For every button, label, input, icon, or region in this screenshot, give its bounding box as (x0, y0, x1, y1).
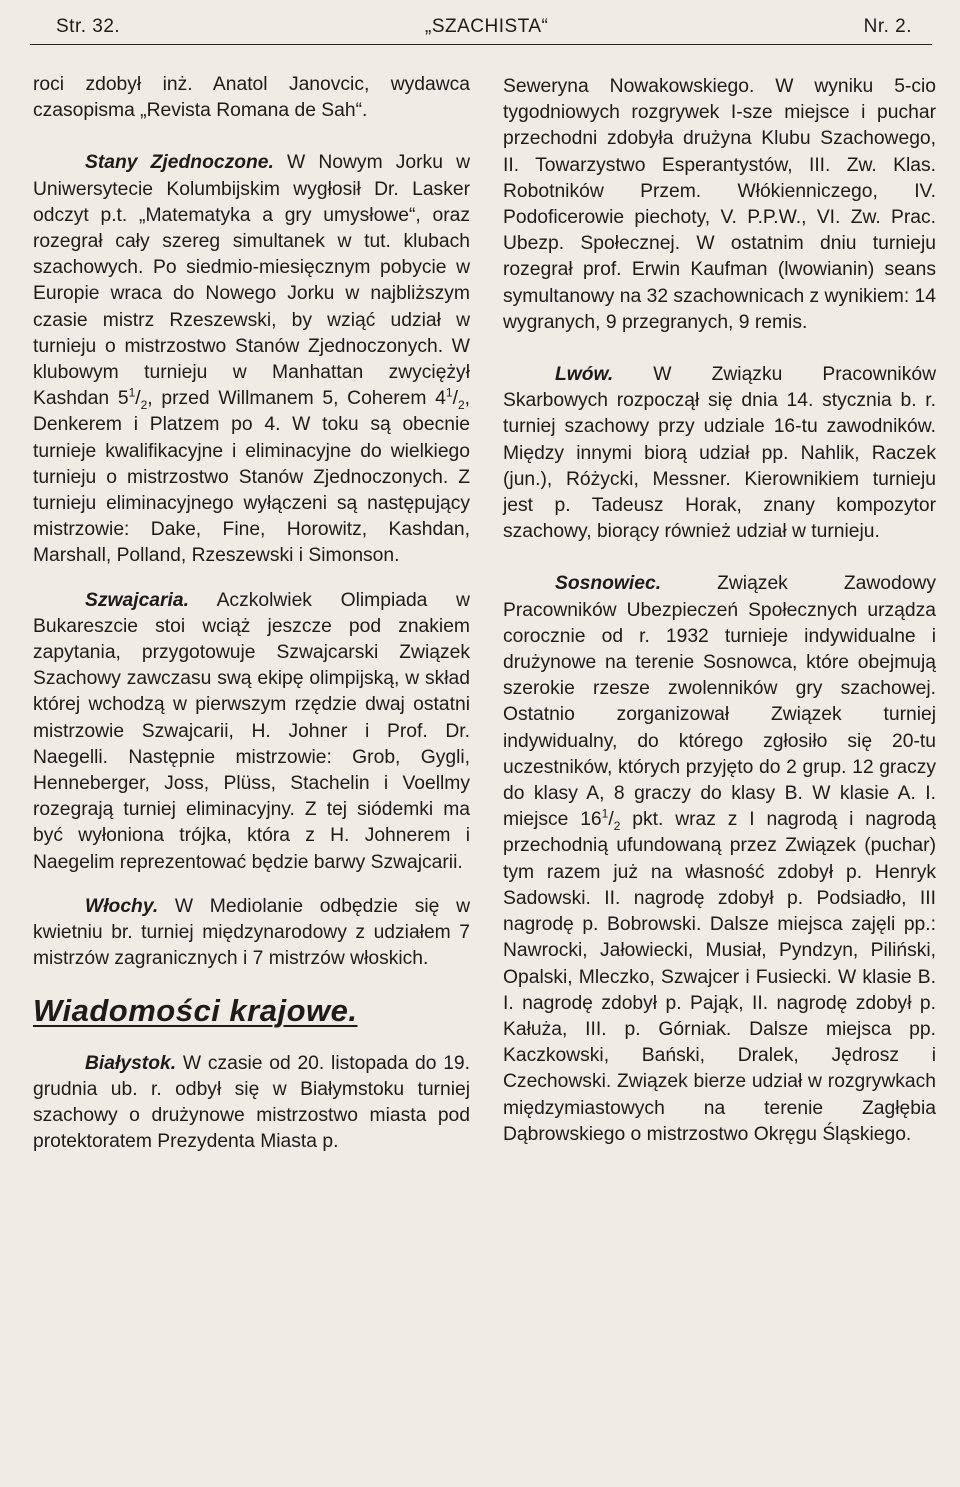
paragraph-bialystok (33, 1051, 470, 1156)
heading-bialystok: Białystok. (85, 1052, 177, 1074)
text-usa: W Nowym Jorku w Uniwersytecie Kolumbijskim wygłosił Dr. Lasker odczyt p.t. „Matematyka a gry umysłowe“, oraz rozegrał cały szereg simultanek w tut. klubach szachowych. Po siedmio-miesięcznym pobycie w Europie wraca do Nowego Jorku w najbliższym czasie mistrz Rzeszewski, by wziąć udział w turnieju o mistrzostwo Stanów Zjednoczonych. W klubowym turnieju w Manhattan zwyciężył Kashdan 5 (33, 152, 470, 410)
paragraph-continuation: roci zdobył inż. Anatol Janovcic, wydawca czasopisma „Revista Romana de Sah“. (33, 74, 470, 122)
text-sosnowiec-2: pkt. wraz z I nagrodą i nagrodą przechodnią ufundowaną przez Związek (puchar) tym razem już na własność zdobył p. Henryk Sadowski. II. nagrodę zdobył p. Podsiadło, III nagrodę p. Bobrowski. Dalsze miejsca zajęli pp.: Nawrocki, Jałowiecki, Musiał, Pyndzyn, Piliński, Opalski, Mleczko, Szwajcer i Fusiecki. W klasie B. I. nagrodę zdobył p. Pająk, II. nagrodę zdobył p. Kałuża, III. p. Górniak. Dalsze miejsca pp. Kaczkowski, Bański, Dralek, Jędrosz i Czechowski. Związek bierze udział w rozgrywkach międzymiastowych na terenie Zagłębia Dąbrowskiego o mistrzostwo Okręgu Śląskiego. (503, 809, 936, 1145)
paragraph-usa (33, 150, 470, 569)
page-number: Str. 32. (56, 16, 121, 37)
paragraph-lwow (503, 362, 936, 545)
section-title: Wiadomości krajowe. (33, 992, 358, 1028)
fraction-2-den: 2 (457, 398, 465, 413)
heading-sosnowiec: Sosnowiec. (555, 573, 662, 595)
fraction-1: $^1/_2$ (128, 385, 148, 413)
text-usa-2: , przed Willmanem 5, Coherem 4 (147, 388, 446, 410)
left-column (33, 72, 470, 1155)
issue-number: Nr. 2. (863, 16, 912, 37)
text-switzerland: Aczkolwiek Olimpiada w Bukareszcie stoi wciąż jeszcze pod znakiem zapytania, przygotowuje Szwajcarski Związek Szachowy zawczasu swą ekipę olimpijską, w skład której wchodzą w pierwszym rzędzie dwaj ostatni mistrzowie Szwajcarii, H. Johner i Prof. Dr. Naegelli. Następnie mistrzowie: Grob, Gygli, Henneberger, Joss, Plüss, Stachelin i Voellmy rozegrają turniej eliminacyjny. Z tej siódemki ma być wyłoniona trójka, która z H. Johnerem i Naegelim reprezentować będzie barwy Szwajcarii. (33, 589, 470, 873)
heading-italy: Włochy. (85, 895, 159, 917)
text-usa-3: , Denkerem i Platzem po 4. W toku są obecnie turnieje kwalifikacyjne i eliminacyjne do wielkiego turnieju o mistrzostwo Stanów Zjednoczonych. Z turnieju eliminacyjnego wyłączeni są następujący mistrzowie: Dake, Fine, Horowitz, Kashdan, Marshall, Polland, Rzeszewski i Simonson. (33, 388, 470, 567)
fraction-3-num: 1 (601, 806, 609, 821)
fraction-3: $^1/_2$ (601, 806, 621, 834)
heading-lwow: Lwów. (555, 364, 614, 386)
right-column (503, 74, 936, 1148)
fraction-2: $^1/_2$ (445, 385, 465, 413)
text-italy: W Mediolanie odbędzie się w kwietniu br. turniej międzynarodowy z udziałem 7 mistrzów zagranicznych i 7 mistrzów włoskich. (33, 895, 470, 970)
page-header (30, 14, 932, 45)
text-sosnowiec: Związek Zawodowy Pracowników Ubezpieczeń Społecznych urządza corocznie od r. 1932 turnieje indywidualne i drużynowe na terenie Sosnowca, które obejmują szerokie rzesze zwolenników gry szachowej. Ostatnio zorganizował Związek turniej indywidualny, do którego zgłosiło się 20-tu uczestników, których przyjęto do 2 grup. 12 graczy do klasy A, 8 graczy do klasy B. W klasie A. I. miejsce 16 (503, 573, 936, 831)
fraction-1-num: 1 (128, 385, 136, 400)
paragraph-bialystok-cont: Seweryna Nowakowskiego. W wyniku 5-cio tygodniowych rozgrywek I-sze miejsce i puchar przechodni zdobyła drużyna Klubu Szachowego, II. Towarzystwo Esperantystów, III. Zw. Klas. Robotników Przem. Włókienniczego, IV. Podoficerowie piechoty, V. P.P.W., VI. Zw. Prac. Ubezp. Społecznej. W ostatnim dniu turnieju rozegrał prof. Erwin Kaufman (lwowianin) seans symultanowy na 32 szachownicach z wynikiem: 14 wygranych, 9 przegranych, 9 remis. (503, 76, 936, 333)
heading-switzerland: Szwajcaria. (85, 589, 189, 611)
heading-usa: Stany Zjednoczone. (85, 152, 274, 174)
text-bialystok: W czasie od 20. listopada do 19. grudnia ub. r. odbył się w Białymstoku turniej szachowy o drużynowe mistrzostwo miasta pod protektoratem Prezydenta Miasta p. (33, 1052, 470, 1153)
paragraph-italy (33, 894, 470, 973)
fraction-2-num: 1 (445, 385, 453, 400)
paragraph-switzerland (33, 588, 470, 876)
fraction-3-den: 2 (613, 819, 621, 834)
text-lwow: W Związku Pracowników Skarbowych rozpoczął się dnia 14. stycznia b. r. turniej szachowy przy udziale 16-tu zawodników. Między innymi biorą udział pp. Nahlik, Raczek (jun.), Różycki, Messner. Kierownikiem turnieju jest p. Tadeusz Horak, znany kompozytor szachowy, biorący również udział w turnieju. (503, 364, 936, 543)
fraction-1-den: 2 (140, 398, 148, 413)
journal-title: „SZACHISTA“ (425, 16, 549, 37)
paragraph-sosnowiec (503, 571, 936, 1147)
